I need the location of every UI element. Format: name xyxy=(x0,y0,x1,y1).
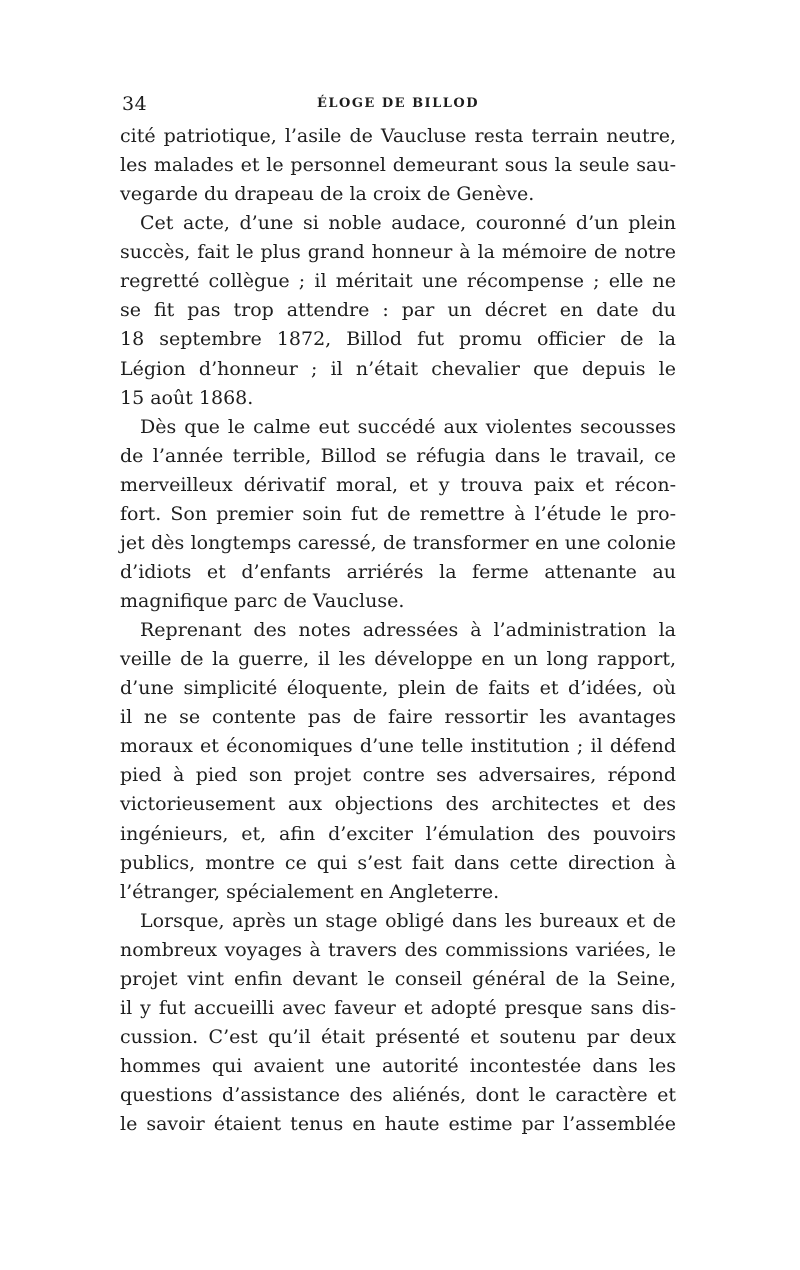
text-line: projet vint enfin devant le conseil général de la Seine, xyxy=(120,967,676,990)
text-line: l’étranger, spécialement en Angleterre. xyxy=(120,880,500,903)
text-line: publics, montre ce qui s’est fait dans cette direction à xyxy=(120,851,676,874)
text-line: de l’année terrible, Billod se réfugia dans le travail, ce xyxy=(120,444,676,467)
text-line: victorieusement aux objections des architectes et des xyxy=(120,793,676,816)
text-line: vegarde du drapeau de la croix de Genève. xyxy=(120,183,535,206)
text-line: il y fut accueilli avec faveur et adopté presque sans dis- xyxy=(120,996,676,1019)
text-line: le savoir étaient tenus en haute estime par l’assemblée xyxy=(120,1113,676,1136)
text-line: cussion. C’est qu’il était présenté et soutenu par deux xyxy=(120,1025,676,1048)
text-line: d’idiots et d’enfants arriérés la ferme attenante au xyxy=(120,560,676,583)
text-line: cité patriotique, l’asile de Vaucluse resta terrain neutre, xyxy=(120,125,676,147)
text-line: nombreux voyages à travers des commissions variées, le xyxy=(120,938,676,961)
text-line: hommes qui avaient une autorité incontestée dans les xyxy=(120,1055,676,1077)
text-line: succès, fait le plus grand honneur à la mémoire de notre xyxy=(120,241,676,264)
text-line: Reprenant des notes adressées à l’administration la xyxy=(140,619,676,642)
body-text xyxy=(120,122,676,1139)
text-line: questions d’assistance des aliénés, dont le caractère et xyxy=(120,1084,676,1107)
text-line: fort. Son premier soin fut de remettre à l’étude le pro- xyxy=(120,502,676,525)
text-line: il ne se contente pas de faire ressortir les avantages xyxy=(120,706,676,729)
text-line: jet dès longtemps caressé, de transformer en une colonie xyxy=(120,531,676,554)
text-line: Cet acte, d’une si noble audace, couronné d’un plein xyxy=(140,212,676,235)
text-line: ingénieurs, et, afin d’exciter l’émulation des pouvoirs xyxy=(120,822,676,845)
text-line: 15 août 1868. xyxy=(120,386,254,409)
text-line: se fit pas trop attendre : par un décret en date du xyxy=(120,299,676,322)
text-line: regretté collègue ; il méritait une récompense ; elle ne xyxy=(120,270,676,293)
text-line: Dès que le calme eut succédé aux violentes secousses xyxy=(140,415,676,438)
text-line: 18 septembre 1872, Billod fut promu officier de la xyxy=(120,328,676,351)
text-line: Légion d’honneur ; il n’était chevalier que depuis le xyxy=(120,357,676,380)
text-line: les malades et le personnel demeurant sous la seule sau- xyxy=(120,154,676,177)
text-line: veille de la guerre, il les développe en un long rapport, xyxy=(120,648,676,671)
page-number: 34 xyxy=(122,93,148,115)
text-line: pied à pied son projet contre ses adversaires, répond xyxy=(120,764,676,787)
text-line: moraux et économiques d’une telle institution ; il défend xyxy=(120,735,676,758)
text-line: Lorsque, après un stage obligé dans les bureaux et de xyxy=(140,909,676,932)
text-line: d’une simplicité éloquente, plein de faits et d’idées, où xyxy=(120,677,676,700)
page-header xyxy=(122,93,674,119)
text-line: magnifique parc de Vaucluse. xyxy=(120,590,405,612)
running-title: ÉLOGE DE BILLOD xyxy=(316,96,480,111)
text-line: merveilleux dérivatif moral, et y trouva paix et récon- xyxy=(120,473,676,496)
